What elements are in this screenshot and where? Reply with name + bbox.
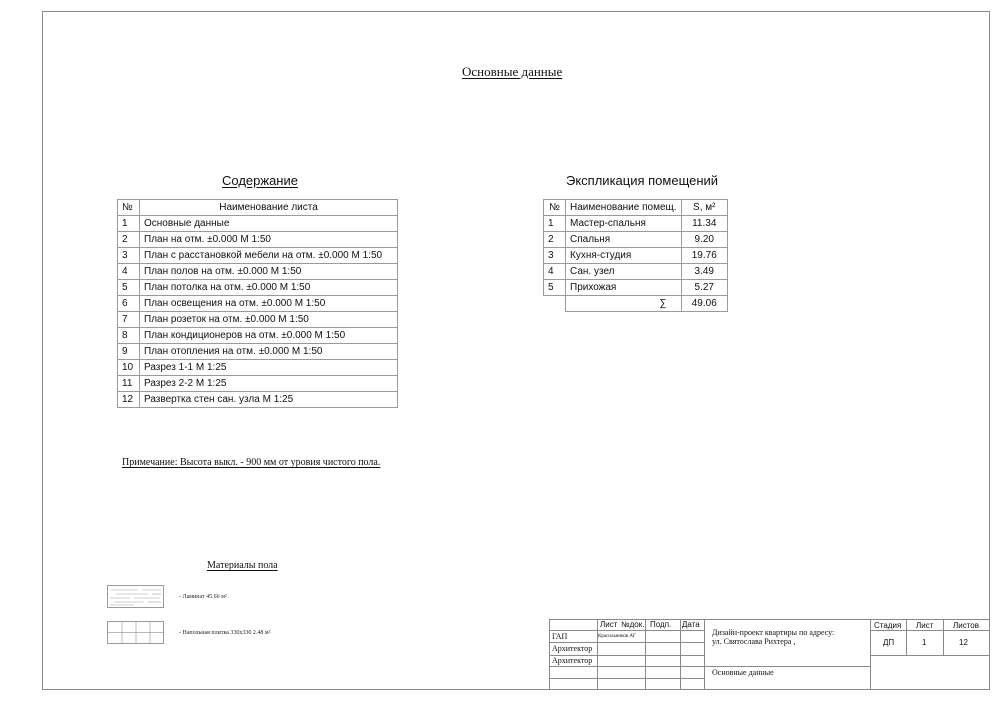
page-title: Основные данные	[462, 64, 563, 79]
contents-row	[118, 264, 398, 280]
rooms-row-name: Прихожая	[566, 280, 682, 296]
laminate-label: - Ламинат 45.66 м²	[179, 594, 227, 600]
stamp-project-line2: ул. Святослава Рихтера ,	[712, 637, 796, 646]
contents-row-name: План с расстановкой мебели на отм. ±0.000 М 1:50	[140, 248, 398, 264]
contents-row-num: 11	[118, 376, 140, 392]
contents-row-num: 8	[118, 328, 140, 344]
contents-row-name: План на отм. ±0.000 М 1:50	[140, 232, 398, 248]
rooms-total-value: 49.06	[681, 296, 727, 312]
contents-row	[118, 280, 398, 296]
stamp-gap: ГАП	[552, 632, 568, 641]
rooms-row	[544, 248, 728, 264]
contents-row-num: 6	[118, 296, 140, 312]
tile-label: - Напольная плитка 330х330 2.48 м²	[179, 630, 271, 636]
contents-row-name: Развертка стен сан. узла М 1:25	[140, 392, 398, 408]
contents-row-num: 2	[118, 232, 140, 248]
contents-row	[118, 296, 398, 312]
rooms-row-area: 5.27	[681, 280, 727, 296]
contents-row-num: 9	[118, 344, 140, 360]
rooms-row	[544, 216, 728, 232]
contents-header-name: Наименование листа	[140, 200, 398, 216]
stamp-col-doc: №док.	[621, 620, 645, 629]
rooms-row	[544, 232, 728, 248]
rooms-title: Экспликация помещений	[566, 173, 719, 188]
title-block	[549, 619, 990, 690]
contents-row	[118, 344, 398, 360]
stamp-sheet-no: 1	[922, 638, 927, 647]
rooms-row-num: 1	[544, 216, 566, 232]
stamp-sheets-total: 12	[959, 638, 968, 647]
stamp-col-date: Дата	[682, 620, 700, 629]
rooms-row-num: 5	[544, 280, 566, 296]
contents-row-name: Основные данные	[140, 216, 398, 232]
rooms-row-name: Сан. узел	[566, 264, 682, 280]
contents-row-name: План отопления на отм. ±0.000 М 1:50	[140, 344, 398, 360]
stamp-sheet-label: Лист	[916, 621, 934, 630]
stamp-col-sign: Подп.	[650, 620, 672, 629]
stamp-architect-2: Архитектор	[552, 656, 593, 665]
tile-hatch-swatch	[107, 621, 164, 644]
stamp-project-line1: Дизайн-проект квартиры по адресу:	[712, 628, 835, 637]
contents-row	[118, 328, 398, 344]
contents-row-num: 1	[118, 216, 140, 232]
rooms-row-num: 2	[544, 232, 566, 248]
stamp-stage: ДП	[883, 638, 895, 647]
contents-row-name: План полов на отм. ±0.000 М 1:50	[140, 264, 398, 280]
contents-row	[118, 232, 398, 248]
rooms-row-area: 3.49	[681, 264, 727, 280]
materials-title: Материалы пола	[207, 560, 278, 571]
contents-row-name: План розеток на отм. ±0.000 М 1:50	[140, 312, 398, 328]
contents-row-num: 12	[118, 392, 140, 408]
contents-row-name: Разрез 2-2 М 1:25	[140, 376, 398, 392]
contents-row-num: 4	[118, 264, 140, 280]
contents-row	[118, 248, 398, 264]
contents-row-num: 3	[118, 248, 140, 264]
contents-title: Содержание	[222, 173, 298, 188]
rooms-row-area: 19.76	[681, 248, 727, 264]
contents-row-num: 7	[118, 312, 140, 328]
contents-row-name: План потолка на отм. ±0.000 М 1:50	[140, 280, 398, 296]
stamp-sheet-name: Основные данные	[712, 668, 774, 677]
contents-row	[118, 392, 398, 408]
stamp-gap-name: Красильников АГ	[598, 634, 636, 639]
contents-row	[118, 360, 398, 376]
contents-header-row	[118, 200, 398, 216]
stamp-col-sheet: Лист	[600, 620, 618, 629]
contents-table	[117, 199, 398, 408]
note-text: Примечание: Высота выкл. - 900 мм от уровия чистого пола.	[122, 457, 381, 468]
contents-row	[118, 216, 398, 232]
contents-row-name: Разрез 1-1 М 1:25	[140, 360, 398, 376]
rooms-total-symbol: ∑	[566, 296, 682, 312]
rooms-row-name: Мастер-спальня	[566, 216, 682, 232]
rooms-table	[543, 199, 728, 312]
rooms-row-name: Спальня	[566, 232, 682, 248]
contents-row	[118, 312, 398, 328]
rooms-header-num: №	[544, 200, 566, 216]
rooms-row	[544, 280, 728, 296]
contents-row-num: 10	[118, 360, 140, 376]
rooms-row-area: 11.34	[681, 216, 727, 232]
stamp-sheets-label: Листов	[953, 621, 979, 630]
stamp-architect-1: Архитектор	[552, 644, 593, 653]
contents-row	[118, 376, 398, 392]
contents-row-name: План кондиционеров на отм. ±0.000 М 1:50	[140, 328, 398, 344]
rooms-row	[544, 264, 728, 280]
stamp-stage-label: Стадия	[874, 621, 902, 630]
rooms-row-name: Кухня-студия	[566, 248, 682, 264]
contents-header-num: №	[118, 200, 140, 216]
rooms-header-row	[544, 200, 728, 216]
rooms-row-num: 4	[544, 264, 566, 280]
rooms-total-row	[544, 296, 728, 312]
rooms-header-name: Наименование помещ.	[566, 200, 682, 216]
contents-row-num: 5	[118, 280, 140, 296]
contents-row-name: План освещения на отм. ±0.000 М 1:50	[140, 296, 398, 312]
rooms-row-area: 9.20	[681, 232, 727, 248]
rooms-header-area: S, м²	[681, 200, 727, 216]
laminate-hatch-swatch	[107, 585, 164, 608]
rooms-row-num: 3	[544, 248, 566, 264]
